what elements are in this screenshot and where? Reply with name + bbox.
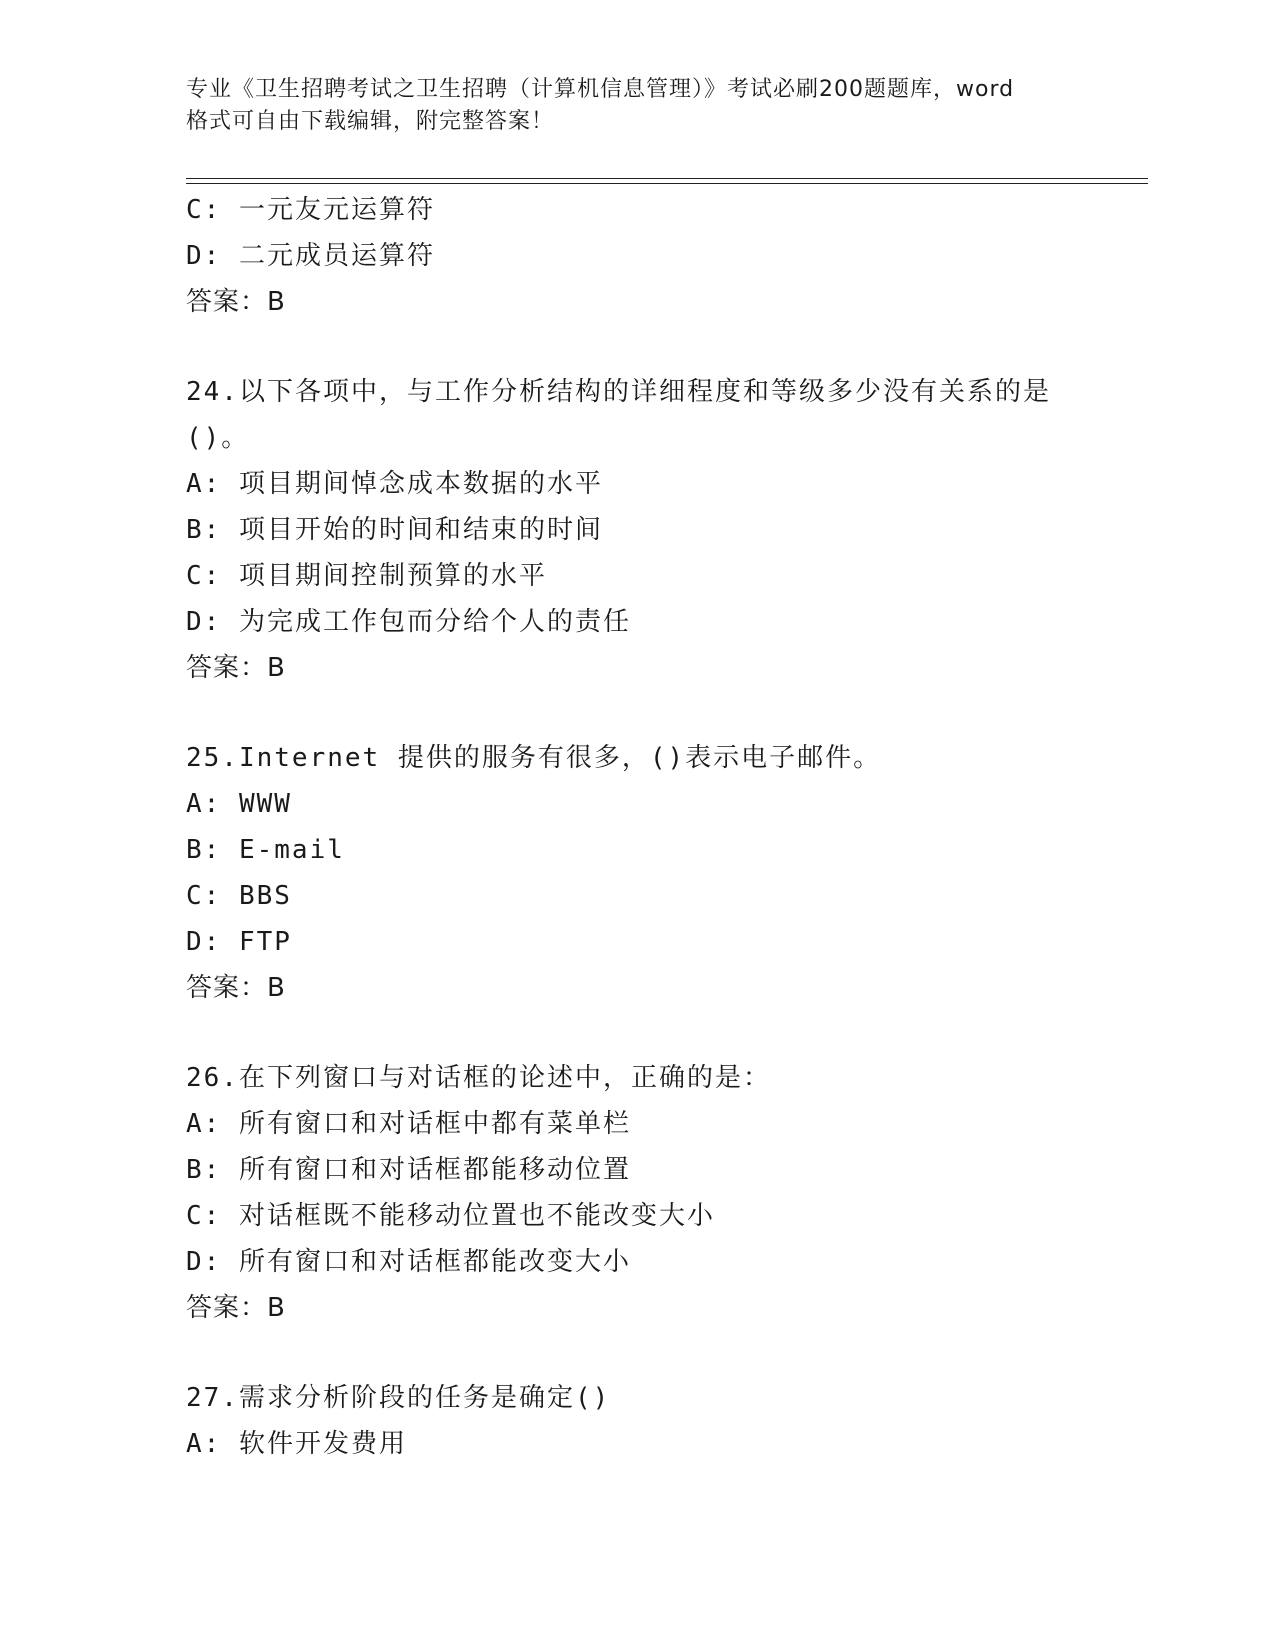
option-d: D: 二元成员运算符 xyxy=(186,241,435,271)
option-b: B: E-mail xyxy=(186,835,345,865)
question-26 xyxy=(186,1055,1148,1331)
header-line-1: 专业《卫生招聘考试之卫生招聘（计算机信息管理）》考试必刷200题题库，word xyxy=(186,77,1015,102)
question-text: 26.在下列窗口与对话框的论述中，正确的是： xyxy=(186,1063,771,1093)
option-a: A: 软件开发费用 xyxy=(186,1429,407,1459)
question-text: 25.Internet 提供的服务有很多，()表示电子邮件。 xyxy=(186,743,882,773)
option-c: C: BBS xyxy=(186,881,292,911)
answer-line: 答案：B xyxy=(186,287,286,317)
option-d: D: 所有窗口和对话框都能改变大小 xyxy=(186,1247,631,1277)
header-line-2: 格式可自由下载编辑，附完整答案！ xyxy=(186,109,555,134)
question-fragment xyxy=(186,187,1148,325)
page-header xyxy=(186,74,1086,138)
option-b: B: 项目开始的时间和结束的时间 xyxy=(186,515,603,545)
option-b: B: 所有窗口和对话框都能移动位置 xyxy=(186,1155,631,1185)
question-text-cont: ()。 xyxy=(186,423,250,453)
question-24 xyxy=(186,369,1148,691)
option-c: C: 对话框既不能移动位置也不能改变大小 xyxy=(186,1201,715,1231)
option-c: C: 项目期间控制预算的水平 xyxy=(186,561,547,591)
question-text: 27.需求分析阶段的任务是确定() xyxy=(186,1383,611,1413)
question-25 xyxy=(186,735,1148,1011)
answer-line: 答案：B xyxy=(186,1293,286,1323)
option-c: C: 一元友元运算符 xyxy=(186,195,435,225)
answer-line: 答案：B xyxy=(186,973,286,1003)
option-a: A: WWW xyxy=(186,789,292,819)
option-d: D: FTP xyxy=(186,927,292,957)
option-a: A: 项目期间悼念成本数据的水平 xyxy=(186,469,603,499)
question-27 xyxy=(186,1375,1148,1467)
option-d: D: 为完成工作包而分给个人的责任 xyxy=(186,607,631,637)
header-divider-bottom xyxy=(186,183,1148,184)
question-text: 24.以下各项中，与工作分析结构的详细程度和等级多少没有关系的是 xyxy=(186,377,1051,407)
header-divider-top xyxy=(186,178,1148,179)
option-a: A: 所有窗口和对话框中都有菜单栏 xyxy=(186,1109,631,1139)
question-list xyxy=(186,187,1148,1467)
answer-line: 答案：B xyxy=(186,653,286,683)
